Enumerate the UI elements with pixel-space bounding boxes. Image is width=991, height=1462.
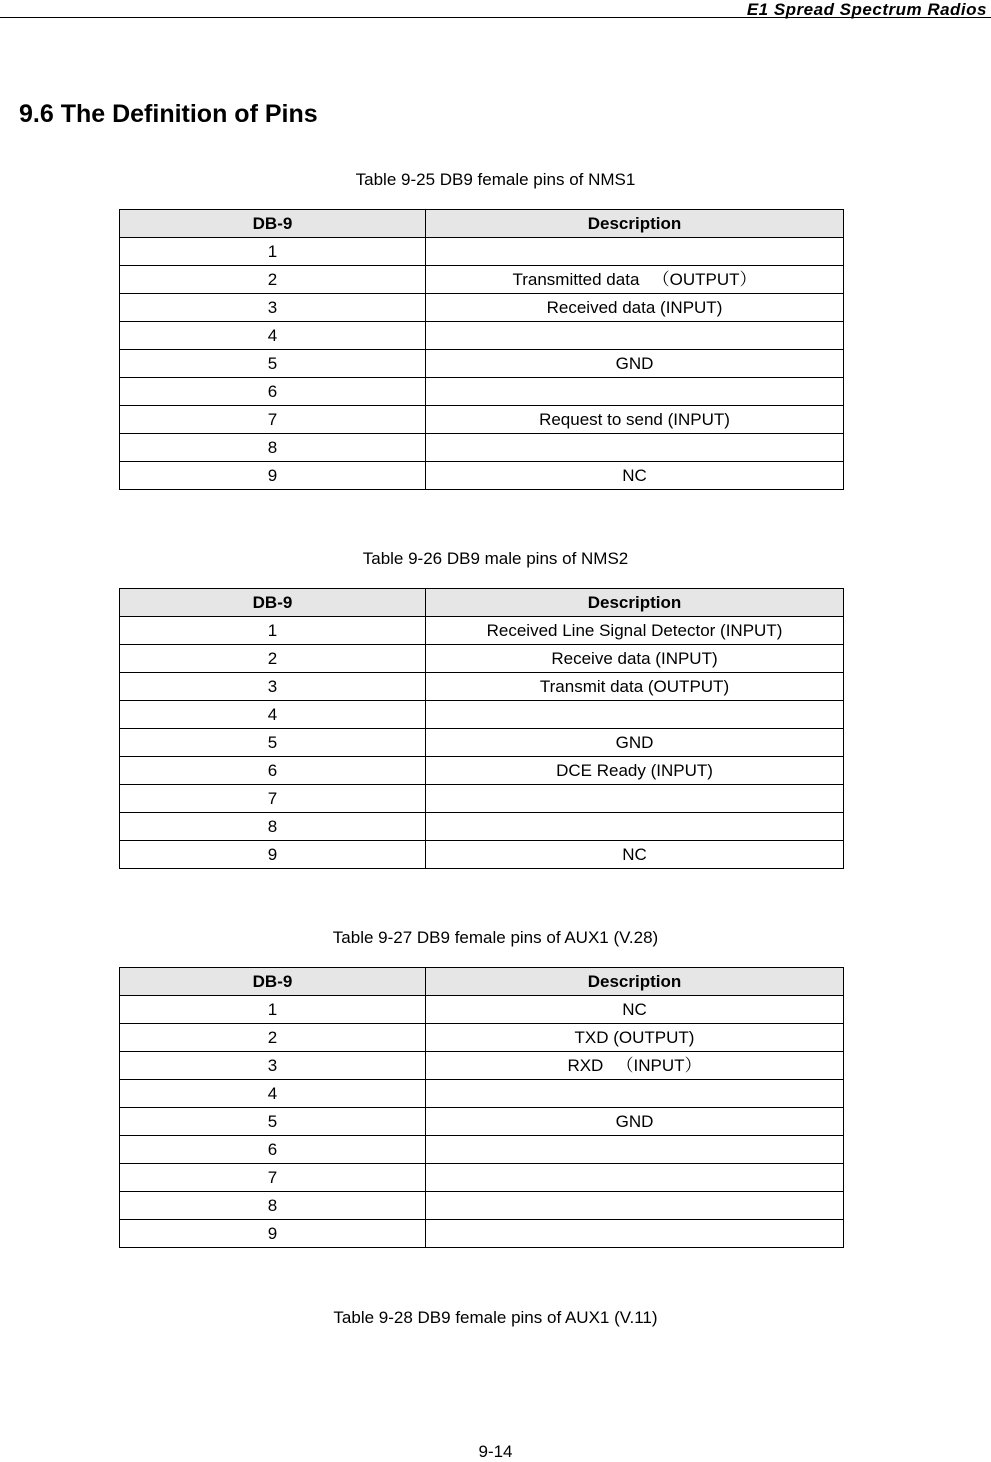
pin-table-aux1-v28 bbox=[119, 967, 844, 1248]
table-row bbox=[120, 813, 844, 841]
pin-description-cell bbox=[426, 1080, 844, 1108]
table-header-row bbox=[120, 210, 844, 238]
pin-description-cell bbox=[426, 1164, 844, 1192]
table-row bbox=[120, 434, 844, 462]
table-row bbox=[120, 996, 844, 1024]
pin-description-cell: Transmitted data （OUTPUT） bbox=[426, 266, 844, 294]
pin-description-cell: GND bbox=[426, 350, 844, 378]
pin-description-cell: Transmit data (OUTPUT) bbox=[426, 673, 844, 701]
pin-description-cell: Receive data (INPUT) bbox=[426, 645, 844, 673]
table-row bbox=[120, 1136, 844, 1164]
table-caption: Table 9-27 DB9 female pins of AUX1 (V.28) bbox=[332, 928, 659, 947]
column-header-description: Description bbox=[426, 589, 844, 617]
column-header-description: Description bbox=[426, 210, 844, 238]
table-row bbox=[120, 238, 844, 266]
pin-description-cell: Received data (INPUT) bbox=[426, 294, 844, 322]
table-row bbox=[120, 294, 844, 322]
column-header-description: Description bbox=[426, 968, 844, 996]
pin-number-cell: 5 bbox=[120, 729, 426, 757]
table-row bbox=[120, 841, 844, 869]
pin-description-cell: TXD (OUTPUT) bbox=[426, 1024, 844, 1052]
pin-number-cell: 4 bbox=[120, 701, 426, 729]
table-row bbox=[120, 406, 844, 434]
table-row bbox=[120, 1220, 844, 1248]
pin-number-cell: 3 bbox=[120, 673, 426, 701]
page-number: 9-14 bbox=[478, 1442, 513, 1461]
pin-description-cell: NC bbox=[426, 996, 844, 1024]
pin-number-cell: 5 bbox=[120, 350, 426, 378]
table-row bbox=[120, 729, 844, 757]
table-row bbox=[120, 1164, 844, 1192]
column-header-db9: DB-9 bbox=[120, 968, 426, 996]
table-row bbox=[120, 673, 844, 701]
table-row bbox=[120, 266, 844, 294]
table-row bbox=[120, 617, 844, 645]
pin-number-cell: 1 bbox=[120, 238, 426, 266]
table-caption: Table 9-26 DB9 male pins of NMS2 bbox=[362, 549, 629, 568]
table-row bbox=[120, 701, 844, 729]
pin-number-cell: 2 bbox=[120, 645, 426, 673]
pin-number-cell: 5 bbox=[120, 1108, 426, 1136]
table-row bbox=[120, 757, 844, 785]
pin-number-cell: 4 bbox=[120, 322, 426, 350]
table-row bbox=[120, 462, 844, 490]
pin-description-cell bbox=[426, 813, 844, 841]
pin-table-nms1 bbox=[119, 209, 844, 490]
table-row bbox=[120, 1024, 844, 1052]
column-header-db9: DB-9 bbox=[120, 589, 426, 617]
pin-number-cell: 6 bbox=[120, 1136, 426, 1164]
pin-description-cell: RXD （INPUT） bbox=[426, 1052, 844, 1080]
pin-description-cell bbox=[426, 378, 844, 406]
table-header-row bbox=[120, 968, 844, 996]
pin-description-cell bbox=[426, 1220, 844, 1248]
pin-number-cell: 6 bbox=[120, 378, 426, 406]
pin-number-cell: 3 bbox=[120, 1052, 426, 1080]
table-row bbox=[120, 1192, 844, 1220]
table-row bbox=[120, 378, 844, 406]
pin-number-cell: 3 bbox=[120, 294, 426, 322]
table-row bbox=[120, 322, 844, 350]
header-rule bbox=[0, 17, 991, 18]
table-caption-next: Table 9-28 DB9 female pins of AUX1 (V.11) bbox=[333, 1308, 658, 1327]
pin-number-cell: 6 bbox=[120, 757, 426, 785]
pin-number-cell: 9 bbox=[120, 841, 426, 869]
pin-description-cell: NC bbox=[426, 841, 844, 869]
pin-description-cell bbox=[426, 238, 844, 266]
pin-description-cell bbox=[426, 785, 844, 813]
pin-description-cell bbox=[426, 434, 844, 462]
pin-number-cell: 2 bbox=[120, 1024, 426, 1052]
pin-number-cell: 2 bbox=[120, 266, 426, 294]
table-row bbox=[120, 350, 844, 378]
pin-description-cell: GND bbox=[426, 729, 844, 757]
table-row bbox=[120, 1080, 844, 1108]
pin-number-cell: 9 bbox=[120, 462, 426, 490]
pin-description-cell bbox=[426, 1192, 844, 1220]
running-header-title: E1 Spread Spectrum Radios bbox=[746, 0, 987, 19]
pin-description-cell: NC bbox=[426, 462, 844, 490]
table-header-row bbox=[120, 589, 844, 617]
pin-number-cell: 1 bbox=[120, 617, 426, 645]
pin-number-cell: 7 bbox=[120, 406, 426, 434]
pin-description-cell: DCE Ready (INPUT) bbox=[426, 757, 844, 785]
pin-description-cell bbox=[426, 701, 844, 729]
table-row bbox=[120, 785, 844, 813]
pin-number-cell: 9 bbox=[120, 1220, 426, 1248]
table-row bbox=[120, 645, 844, 673]
pin-number-cell: 7 bbox=[120, 785, 426, 813]
column-header-db9: DB-9 bbox=[120, 210, 426, 238]
pin-number-cell: 4 bbox=[120, 1080, 426, 1108]
pin-description-cell: GND bbox=[426, 1108, 844, 1136]
pin-number-cell: 7 bbox=[120, 1164, 426, 1192]
table-row bbox=[120, 1108, 844, 1136]
pin-description-cell bbox=[426, 322, 844, 350]
table-caption: Table 9-25 DB9 female pins of NMS1 bbox=[355, 170, 636, 189]
pin-number-cell: 8 bbox=[120, 1192, 426, 1220]
pin-number-cell: 1 bbox=[120, 996, 426, 1024]
pin-number-cell: 8 bbox=[120, 434, 426, 462]
pin-description-cell: Request to send (INPUT) bbox=[426, 406, 844, 434]
pin-description-cell bbox=[426, 1136, 844, 1164]
table-row bbox=[120, 1052, 844, 1080]
pin-table-nms2 bbox=[119, 588, 844, 869]
section-heading: 9.6 The Definition of Pins bbox=[19, 100, 318, 128]
pin-description-cell: Received Line Signal Detector (INPUT) bbox=[426, 617, 844, 645]
pin-number-cell: 8 bbox=[120, 813, 426, 841]
